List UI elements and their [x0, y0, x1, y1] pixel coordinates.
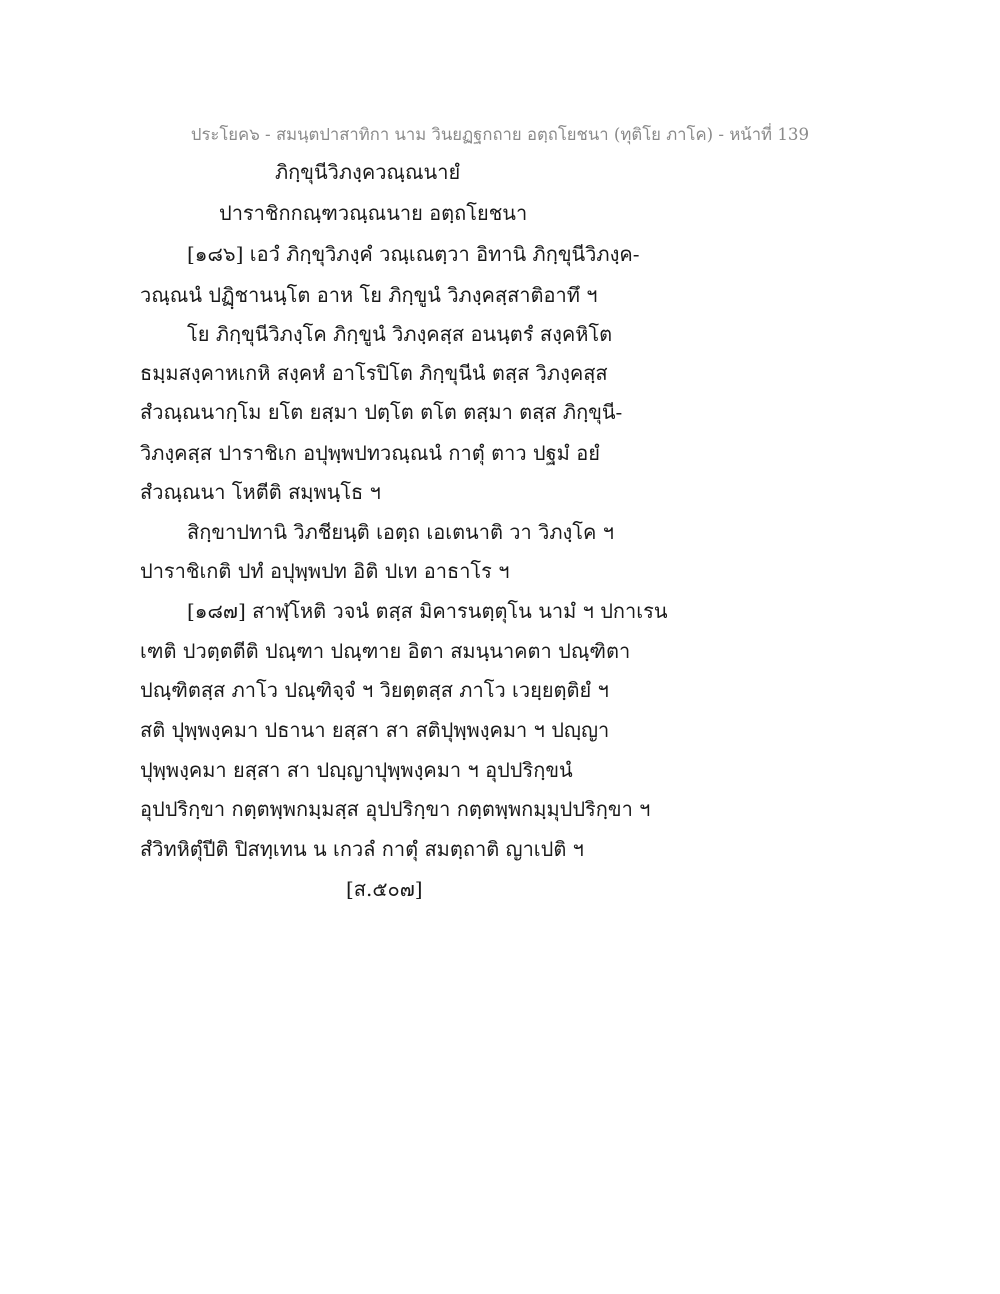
paragraph-line: วณฺณนํ ปฏฺิชานนฺโต อาห โย ภิกฺขูนํ วิภงฺคสฺสาติอาทึ ฯ	[140, 283, 598, 307]
paragraph-line: ปาราชิเกติ ปทํ อปุพฺพปท อิติ ปเท อาธาโร ฯ	[140, 559, 510, 583]
paragraph-line: ธมฺมสงฺคาหเกหิ สงฺคหํ อาโรปิโต ภิกฺขุนีนํ ตสฺส วิภงฺคสฺส	[140, 361, 608, 385]
section-subtitle: ปาราชิกกณฺฑวณฺณนาย อตฺถโยชนา	[219, 201, 528, 225]
page-header: ประโยค๖ - สมนฺตปาสาทิกา นาม วินยฏฐกถาย อตฺถโยชนา (ทุติโย ภาโค) - หน้าที่ 139	[190, 125, 810, 144]
paragraph-line: สํวณฺณนากฺโม ยโต ยสฺมา ปตฺโต ตโต ตสฺมา ตสฺส ภิกฺขุนี-	[140, 400, 623, 424]
paragraph-line: สํวิทหิตุํปีติ ปิสทฺเทน น เกวลํ กาตุํ สมตฺถาติ ญาเปติ ฯ	[140, 837, 584, 861]
paragraph-line: สํวณฺณนา โหตีติ สมฺพนฺโธ ฯ	[140, 480, 381, 504]
paragraph-line: [๑๘๗] สาฬฺโหติ วจนํ ตสฺส มิคารนตฺตุโน นามํ ฯ ปกาเรน	[187, 599, 668, 623]
paragraph-line: สติ ปุพฺพงฺคมา ปธานา ยสฺสา สา สติปุพฺพงฺคมา ฯ ปญฺญา	[140, 718, 610, 742]
paragraph-line: ปณฺฑิตสฺส ภาโว ปณฺฑิจฺจํ ฯ วิยตฺตสฺส ภาโว เวยฺยตฺติยํ ฯ	[140, 678, 609, 702]
paragraph-line: สิกฺขาปทานิ วิภชียนฺติ เอตฺถ เอเตนาติ วา วิภงฺโค ฯ	[187, 520, 615, 544]
paragraph-line: โย ภิกฺขุนีวิภงฺโค ภิกฺขูนํ วิภงฺคสฺส อนนฺตรํ สงฺคหิโต	[187, 322, 613, 346]
paragraph-line: วิภงฺคสฺส ปาราชิเก อปุพฺพปทวณฺณนํ กาตุํ ตาว ปฐมํ อยํ	[140, 441, 600, 465]
section-title: ภิกฺขุนีวิภงฺควณฺณนายํ	[275, 160, 461, 184]
paragraph-line: เฑติ ปวตฺตตีติ ปณฺฑา ปณฺฑาย อิตา สมนฺนาคตา ปณฺฑิตา	[140, 639, 631, 663]
paragraph-line: อุปปริกฺขา กตฺตพฺพกมฺมสฺส อุปปริกฺขา กตฺตพฺพกมฺมุปปริกฺขา ฯ	[140, 797, 651, 821]
paragraph-line: ปุพฺพงฺคมา ยสฺสา สา ปญฺญาปุพฺพงฺคมา ฯ อุปปริกฺขนํ	[140, 758, 573, 782]
paragraph-line: [๑๘๖] เอวํ ภิกฺขุวิภงฺคํ วณฺเณตฺวา อิทานิ ภิกฺขุนีวิภงฺค-	[187, 242, 640, 266]
page-reference: [ส.๕๐๗]	[346, 877, 423, 901]
